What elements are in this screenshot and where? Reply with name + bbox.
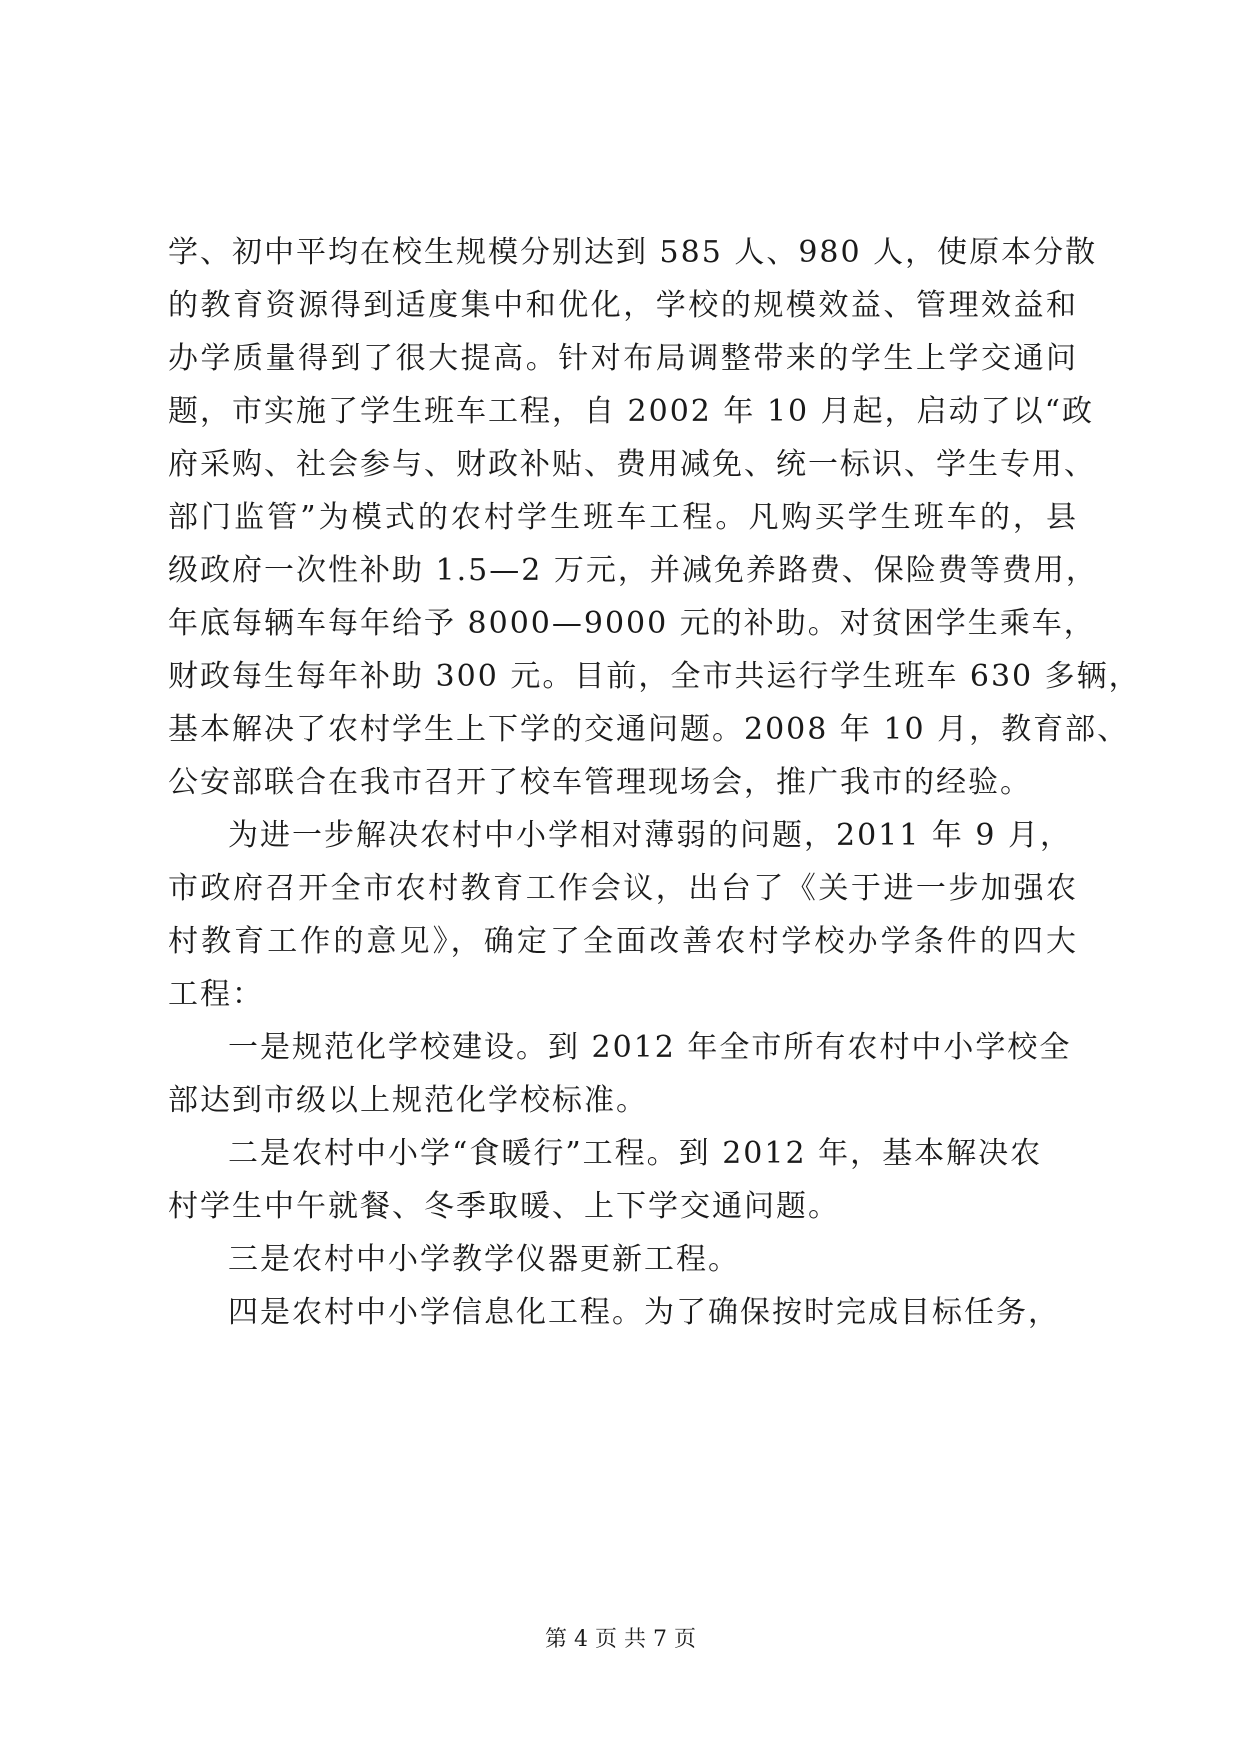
paragraph-start-line: 三是农村中小学教学仪器更新工程。	[228, 1242, 740, 1277]
text-line: 部门监管”为模式的农村学生班车工程。凡购买学生班车的，县	[168, 500, 1078, 535]
text-line: 市政府召开全市农村教育工作会议，出台了《关于进一步加强农	[168, 871, 1078, 906]
text-line: 工程：	[168, 977, 264, 1012]
paragraph-start-line: 四是农村中小学信息化工程。为了确保按时完成目标任务，	[228, 1295, 1060, 1330]
text-line: 学、初中平均在校生规模分别达到 585 人、980 人，使原本分散	[168, 235, 1098, 270]
text-line: 财政每生每年补助 300 元。目前，全市共运行学生班车 630 多辆，	[168, 659, 1141, 694]
text-line: 年底每辆车每年给予 8000—9000 元的补助。对贫困学生乘车，	[168, 606, 1096, 641]
body-text	[168, 226, 1141, 1339]
text-line: 办学质量得到了很大提高。针对布局调整带来的学生上学交通问	[168, 341, 1078, 376]
paragraph-start-line: 为进一步解决农村中小学相对薄弱的问题，2011 年 9 月，	[228, 818, 1073, 853]
text-line: 部达到市级以上规范化学校标准。	[168, 1083, 648, 1118]
page-number-footer: 第 4 页 共 7 页	[545, 1627, 696, 1652]
text-line: 题，市实施了学生班车工程，自 2002 年 10 月起，启动了以“政	[168, 394, 1095, 429]
text-line: 府采购、社会参与、财政补贴、费用减免、统一标识、学生专用、	[168, 447, 1096, 482]
text-line: 公安部联合在我市召开了校车管理现场会，推广我市的经验。	[168, 765, 1032, 800]
text-line: 的教育资源得到适度集中和优化，学校的规模效益、管理效益和	[168, 288, 1078, 323]
paragraph-start-line: 一是规范化学校建设。到 2012 年全市所有农村中小学校全	[228, 1030, 1072, 1065]
paragraph-start-line: 二是农村中小学“食暖行”工程。到 2012 年，基本解决农	[228, 1136, 1043, 1171]
text-line: 级政府一次性补助 1.5—2 万元，并减免养路费、保险费等费用，	[168, 553, 1098, 588]
text-line: 村学生中午就餐、冬季取暖、上下学交通问题。	[168, 1189, 840, 1224]
text-line: 村教育工作的意见》，确定了全面改善农村学校办学条件的四大	[168, 924, 1078, 959]
text-line: 基本解决了农村学生上下学的交通问题。2008 年 10 月，教育部、	[168, 712, 1130, 747]
